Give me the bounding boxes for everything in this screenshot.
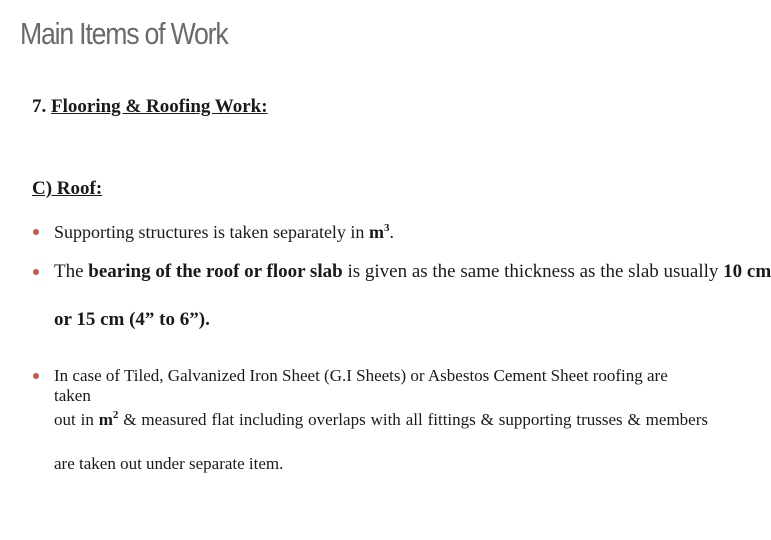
bullet-text: out in [54,410,99,429]
unit-superscript: 2 [112,409,119,421]
slide-title: Main Items of Work [20,16,228,51]
unit-superscript: 3 [383,222,390,234]
bullet-dot-icon [33,373,39,379]
section-number: 7. [32,96,47,117]
bullet-dot-icon [33,269,39,275]
bullet-bold-text: bearing of the roof or floor slab [88,261,343,282]
subsection-heading: C) Roof: [32,178,103,199]
bullet-line: or 15 cm (4” to 6”). [54,309,210,330]
bullet-line: are taken out under separate item. [54,454,284,473]
bullet-text: is given as the same thickness as the slab usually [342,261,724,282]
bullet-dot-icon [33,229,39,235]
section-heading-text: Flooring & Roofing Work: [51,96,268,117]
bullet-line [54,261,771,310]
list-item [32,222,708,262]
bullet-line [54,222,708,242]
bullet-line: In case of Tiled, Galvanized Iron Sheet (G.I Sheets) or Asbestos Cement Sheet roofing are taken [54,366,668,405]
bullet-text: . [389,222,394,242]
bullet-list [32,222,771,498]
list-item [32,261,771,358]
bullet-text: & measured flat including overlaps with all fittings & supporting trusses & members [118,410,708,429]
bullet-bold-text: 10 cm [723,261,771,282]
bullet-text: The [54,261,89,282]
bullet-text: Supporting structures is taken separately in [54,222,369,242]
slide-content [32,96,771,473]
list-item [32,366,708,498]
bullet-line [54,410,708,454]
unit-text: m [368,222,384,242]
unit-text: m [98,410,113,429]
section-heading [32,96,708,118]
